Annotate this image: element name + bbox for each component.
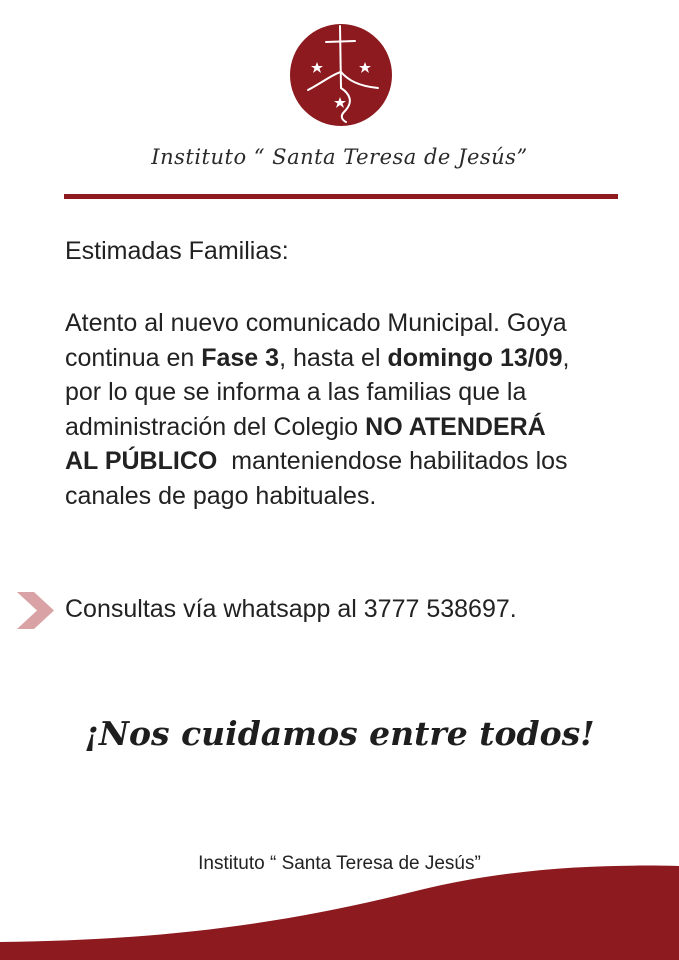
date-emphasis: domingo 13/09 — [387, 343, 563, 372]
notice-line-2: continua en Fase 3, hasta el domingo 13/09, — [65, 343, 570, 372]
greeting: Estimadas Familias: — [65, 237, 289, 265]
phase-emphasis: Fase 3 — [201, 343, 280, 372]
footer-wave — [0, 860, 679, 960]
header-divider — [64, 194, 618, 199]
public-emphasis: AL PÚBLICO — [65, 447, 218, 475]
notice-line-6: canales de pago habituales. — [65, 481, 377, 510]
slogan: ¡Nos cuidamos entre todos! — [84, 714, 595, 753]
notice-line-3: por lo que se informa a las familias que la — [65, 378, 527, 406]
notice-line-1: Atento al nuevo comunicado Municipal. Goya — [65, 309, 567, 337]
notice-line-4: administración del Colegio NO ATENDERÁ — [65, 412, 546, 441]
whatsapp-contact: Consultas vía whatsapp al 3777 538697. — [65, 595, 517, 623]
footer-institute-name: Instituto “ Santa Teresa de Jesús” — [198, 853, 481, 874]
chevron-right-icon — [17, 592, 54, 629]
notice-line-5: AL PÚBLICO manteniendose habilitados los — [65, 447, 568, 475]
closed-emphasis: NO ATENDERÁ — [365, 412, 546, 441]
institute-script-title: Instituto “ Santa Teresa de Jesús” — [151, 145, 528, 169]
notice-paragraph — [65, 306, 625, 513]
cross-stars-logo-icon — [288, 22, 394, 128]
